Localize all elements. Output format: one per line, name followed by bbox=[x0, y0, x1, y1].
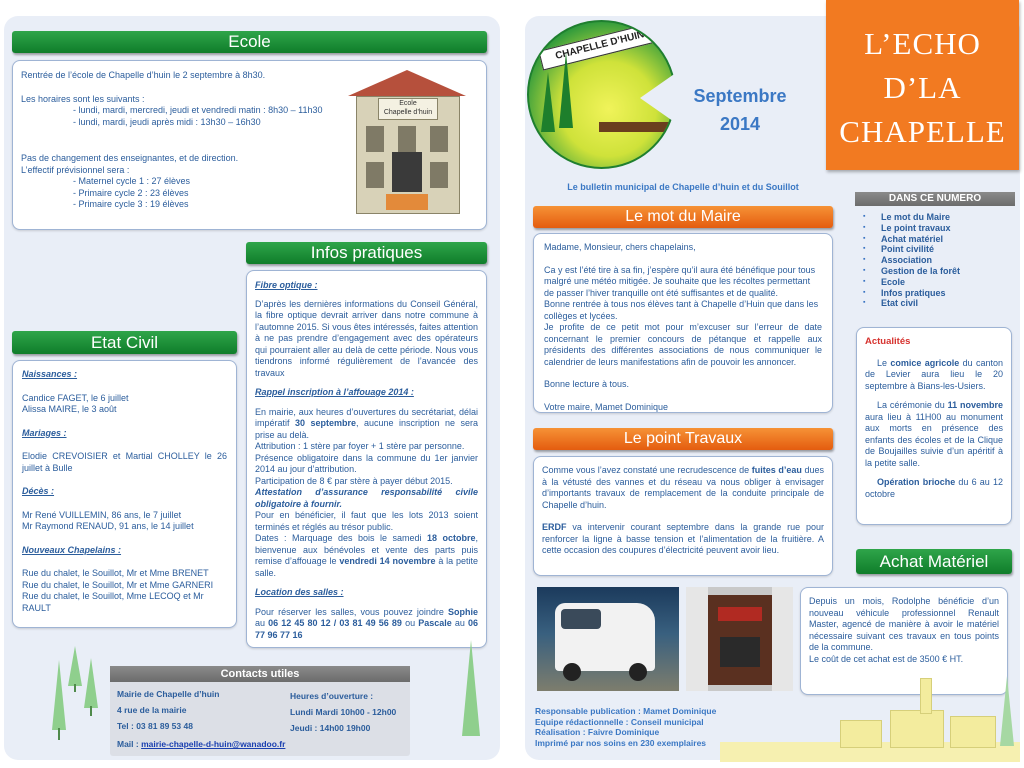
credit-line: Equipe rédactionnelle : Conseil municipal bbox=[535, 716, 704, 727]
beneficier-text: Pour en bénéficier, il faut que les lots 2013 soient terminés et réglés au trésor public. bbox=[255, 510, 478, 532]
toc-item[interactable]: ▪ Achat matériel bbox=[881, 234, 1015, 245]
contacts-right bbox=[290, 688, 410, 736]
section-title-mot-du-maire: Le mot du Maire bbox=[533, 206, 833, 228]
horaires-title: Les horaires sont les suivants : bbox=[21, 93, 145, 104]
mail-link[interactable]: mairie-chapelle-d-huin@wanadoo.fr bbox=[141, 739, 286, 749]
maire-salutation: Madame, Monsieur, chers chapelains, bbox=[544, 242, 696, 252]
naissance-entry: Alissa MAIRE, le 3 août bbox=[22, 404, 117, 414]
actualites-paragraph: Le comice agricole du canton de Levier aura lieu le 20 septembre à Bians-les-Usiers. bbox=[865, 357, 1003, 391]
contacts-left bbox=[117, 686, 287, 752]
chapelain-entry: Rue du chalet, le Souillot, Mr et Mme GARNERI bbox=[22, 579, 214, 590]
chapelain-entry: Rue du chalet, le Souillot, Mme LECOQ et Mr RAULT bbox=[22, 591, 204, 613]
school-building-illustration bbox=[348, 70, 466, 215]
mairie-address: 4 rue de la mairie bbox=[117, 705, 187, 715]
masthead-line: CHAPELLE bbox=[839, 114, 1006, 149]
actualites-box bbox=[856, 327, 1012, 525]
heures-label: Heures d’ouverture : bbox=[290, 691, 374, 701]
section-title-etat-civil: Etat Civil bbox=[12, 331, 237, 354]
affouage-dates: Dates : Marquage des bois le samedi 18 octobre, bienvenue aux bénévoles et vente des parts puis remise d’affouage le vendredi 14 novembre à la petite salle. bbox=[255, 533, 478, 578]
maire-paragraph: Je profite de ce petit mot pour m’excuser sur l’erreur de date concernant le premier concours de pétanque et rappelle aux présidents des différentes associations de nous communiquer le calendrier de leurs manifestations afin de pouvoir les annoncer. bbox=[544, 322, 822, 367]
school-sign-line1: Ecole bbox=[399, 100, 417, 107]
actualites-paragraph: Opération brioche du 6 au 12 octobre bbox=[865, 477, 1003, 499]
affouage-deadline: En mairie, aux heures d’ouvertures du secrétariat, délai impératif 30 septembre, aucune inscription ne sera prise au delà. bbox=[255, 406, 478, 440]
attestation-text: Attestation d’assurance responsabilité civile obligatoire à fournir. bbox=[255, 487, 478, 509]
affouage-line: Participation de 8 € par stère à payer début 2015. bbox=[255, 475, 453, 486]
mot-du-maire-box bbox=[533, 233, 833, 413]
fibre-label: Fibre optique : bbox=[255, 280, 318, 290]
travaux-paragraph: ERDF va intervenir courant septembre dans la grande rue pour renforcer la ligne à basse tension et l’alimentation de la fruitière. A cette occasion des coupures d’électricité peuvent avoir lieu. bbox=[542, 522, 824, 555]
etat-civil-box bbox=[12, 360, 237, 628]
point-travaux-box bbox=[533, 456, 833, 576]
bulletin-subtitle: Le bulletin municipal de Chapelle d’huin et du Souillot bbox=[567, 182, 799, 192]
village-decoration bbox=[720, 672, 1020, 762]
issue-month: Septembre bbox=[693, 86, 787, 106]
mairie-tel: Tel : 03 81 89 53 48 bbox=[117, 721, 193, 731]
toc-item[interactable]: ▪ Gestion de la forêt bbox=[881, 266, 1015, 277]
section-title-point-travaux: Le point Travaux bbox=[533, 428, 833, 450]
masthead-line: D’LA bbox=[883, 70, 962, 105]
effectif-line: - Primaire cycle 3 : 19 élèves bbox=[73, 199, 189, 209]
deces-label: Décès : bbox=[22, 486, 55, 496]
travaux-paragraph: Comme vous l’avez constaté une recrudescence de fuites d’eau dues à la vétusté des vannes et du réseau va nous obliger à envisager d’importants travaux de remplacement de la conduite principale de Chapelle d’huin. bbox=[542, 465, 824, 510]
deces-entry: Mr Raymond RENAUD, 91 ans, le 14 juillet bbox=[22, 521, 194, 531]
credit-line: Imprimé par nos soins en 230 exemplaires bbox=[535, 737, 707, 748]
mairie-name: Mairie de Chapelle d’huin bbox=[117, 689, 220, 699]
section-title-ecole: Ecole bbox=[12, 31, 487, 53]
logo-text: CHAPELLE D’HUIN bbox=[538, 22, 661, 71]
toc-item[interactable]: ▪ Ecole bbox=[881, 277, 1015, 288]
toc-item[interactable]: ▪ Etat civil bbox=[881, 298, 1015, 309]
toc-item[interactable]: ▪ Point civilité bbox=[881, 244, 1015, 255]
achat-cost: Le coût de cet achat est de 3500 € HT. bbox=[809, 653, 964, 664]
mail-label: Mail : bbox=[117, 739, 142, 749]
toc-item[interactable]: ▪ Le mot du Maire bbox=[881, 212, 1015, 223]
toc-item[interactable]: ▪ Le point travaux bbox=[881, 223, 1015, 234]
achat-text: Depuis un mois, Rodolphe bénéficie d’un nouveau véhicule professionnel Renault Master, agencé de manière à avoir le matériel nécessaire suivant ces travaux en tous points de la commune. bbox=[809, 596, 999, 652]
actualites-title: Actualités bbox=[865, 336, 911, 347]
heures-line: Jeudi : 14h00 19h00 bbox=[290, 723, 371, 733]
maire-paragraph: Bonne rentrée à tous nos élèves tant à Chapelle d’Huin que dans les collèges et lycées. bbox=[544, 299, 819, 321]
ecole-intro: Rentrée de l’école de Chapelle d’huin le 2 septembre à 8h30. bbox=[21, 70, 266, 80]
effectif-line: - Maternel cycle 1 : 27 élèves bbox=[73, 176, 191, 186]
credit-line: Réalisation : Faivre Dominique bbox=[535, 727, 660, 737]
section-title-achat-materiel: Achat Matériel bbox=[856, 549, 1012, 574]
effectif-line: - Primaire cycle 2 : 23 élèves bbox=[73, 187, 189, 198]
school-sign-line2: Chapelle d’huin bbox=[383, 109, 433, 116]
masthead-line: L’ECHO bbox=[864, 26, 981, 61]
toc-item[interactable]: ▪ Association bbox=[881, 255, 1015, 266]
mariage-entry: Elodie CREVOISIER et Martial CHOLLEY le 26 juillet à Bulle bbox=[22, 451, 227, 473]
affouage-label: Rappel inscription à l’affouage 2014 : bbox=[255, 387, 414, 397]
toc-box bbox=[855, 206, 1015, 318]
effectif-title: L’effectif prévisionnel sera : bbox=[21, 164, 130, 175]
credit-line: Responsable publication : Mamet Dominique bbox=[535, 706, 717, 716]
mariages-label: Mariages : bbox=[22, 427, 67, 438]
heures-line: Lundi Mardi 10h00 - 12h00 bbox=[290, 707, 397, 717]
chapelains-label: Nouveaux Chapelains : bbox=[22, 544, 122, 555]
infos-pratiques-box bbox=[246, 270, 487, 648]
naissances-label: Naissances : bbox=[22, 369, 78, 379]
salles-text: Pour réserver les salles, vous pouvez joindre Sophie au 06 12 45 80 12 / 03 81 49 56 89 ou Pascale au 06 77 96 77 16 bbox=[255, 606, 478, 640]
toc-item[interactable]: ▪ Infos pratiques bbox=[881, 288, 1015, 299]
maire-signature: Votre maire, Mamet Dominique bbox=[544, 401, 669, 412]
actualites-paragraph: La cérémonie du 11 novembre aura lieu à 11H00 au monument aux morts en présence des enfants des écoles et de la Clique de Boujailles suivie d’un apéritif à la petite salle. bbox=[865, 400, 1004, 468]
trees-decoration bbox=[40, 640, 110, 758]
maire-closing: Bonne lecture à tous. bbox=[544, 379, 630, 389]
chapelain-entry: Rue du chalet, le Souillot, Mr et Mme BRENET bbox=[22, 568, 209, 578]
tree-decoration-right bbox=[460, 640, 490, 750]
van-photo-exterior bbox=[537, 587, 679, 691]
horaire-line: - lundi, mardi, jeudi après midi : 13h30 – 16h30 bbox=[73, 116, 261, 127]
affouage-line: Attribution : 1 stère par foyer + 1 stère par personne. bbox=[255, 441, 465, 451]
deces-entry: Mr René VUILLEMIN, 86 ans, le 7 juillet bbox=[22, 509, 182, 520]
issue-year: 2014 bbox=[719, 114, 761, 134]
affouage-line: Présence obligatoire dans la commune du 1er janvier 2014 au jour d’attribution. bbox=[255, 452, 478, 474]
changement-text: Pas de changement des enseignantes, et de direction. bbox=[21, 153, 239, 163]
logo-mouth bbox=[640, 70, 680, 126]
masthead bbox=[826, 0, 1019, 170]
horaire-line: - lundi, mardi, mercredi, jeudi et vendredi matin : 8h30 – 11h30 bbox=[73, 105, 323, 115]
salles-label: Location des salles : bbox=[255, 587, 344, 597]
maire-paragraph: Ca y est l’été tire à sa fin, j’espère qu’il aura été bénéfique pour tous malgré une météo mitigée. Je souhaite que les récoltes permettant de passer l’hiver tranquille ont été suffisantes et de qualité. bbox=[544, 264, 816, 298]
section-title-infos-pratiques: Infos pratiques bbox=[246, 242, 487, 264]
toc-header: DANS CE NUMERO bbox=[855, 192, 1015, 206]
fibre-text: D’après les dernières informations du Conseil Général, la fibre optique devrait arriver dans notre commune à l’automne 2015. Si vous êtes intéressés, faites attention à ne pas prendre d’engagement avec des opérateurs qui pourraient aller au delà de cette période. Nous vous tiendrons informé régulièrement de l’avancée des travaux bbox=[255, 298, 478, 378]
contacts-title: Contacts utiles bbox=[110, 666, 410, 682]
naissance-entry: Candice FAGET, le 6 juillet bbox=[22, 392, 129, 403]
